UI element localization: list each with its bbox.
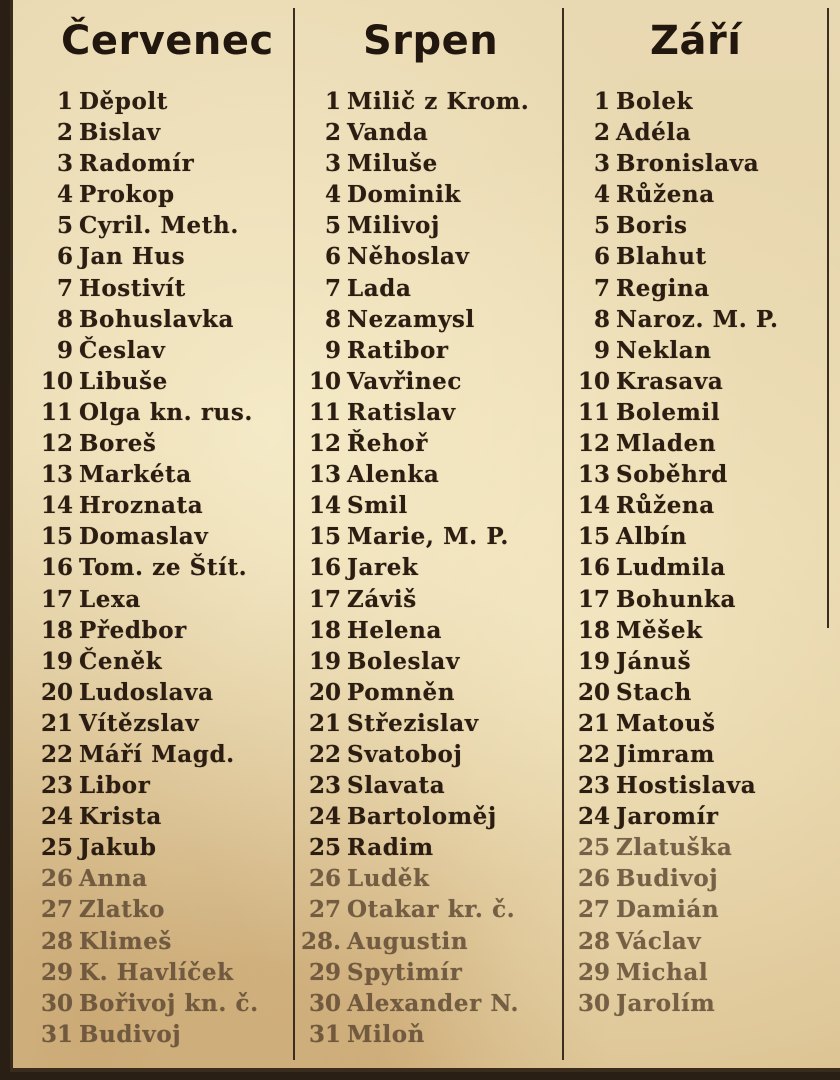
day-number: 23	[40, 772, 73, 800]
day-number: 12	[40, 430, 73, 458]
name-day: Čeněk	[79, 647, 163, 675]
name-day: Vanda	[347, 119, 429, 147]
day-number: 16	[308, 554, 341, 582]
day-number: 27	[308, 896, 341, 924]
name-day: Děpolt	[79, 88, 168, 115]
day-number: 9	[324, 336, 341, 364]
name-day: Ludoslava	[79, 678, 214, 706]
day-number: 7	[56, 274, 73, 302]
day-number: 8	[56, 305, 73, 333]
name-day: Prokop	[79, 181, 175, 209]
day-number: 24	[308, 803, 341, 831]
day-number: 20	[577, 678, 610, 706]
name-day: Pomněn	[347, 678, 456, 706]
name-day: Nezamysl	[347, 305, 475, 333]
day-number: 22	[577, 740, 610, 768]
name-day: Střezislav	[347, 709, 479, 737]
day-number: 4	[324, 181, 341, 209]
name-day: Naroz. M. P.	[616, 305, 779, 333]
day-number: 5	[324, 212, 341, 240]
name-day: Krasava	[616, 367, 724, 395]
day-number: 25	[40, 834, 73, 862]
name-day: Tom. ze Štít.	[79, 554, 248, 582]
day-number: 12	[308, 430, 341, 458]
name-day: Boris	[616, 212, 688, 240]
name-day: Měšek	[616, 616, 703, 644]
name-day: Alexander N.	[347, 989, 520, 1017]
day-number: 19	[308, 647, 341, 675]
name-day: Lexa	[79, 585, 141, 613]
name-day: Ludmila	[616, 554, 726, 582]
name-day: Cyril. Meth.	[79, 212, 239, 240]
name-day: Česlav	[79, 336, 166, 364]
day-number: 28.	[300, 927, 341, 955]
name-day: Vavřinec	[347, 367, 463, 395]
name-day: Jarolím	[616, 989, 716, 1017]
name-day: Řehoř	[347, 430, 428, 458]
name-day: Augustin	[347, 927, 469, 955]
day-number: 28	[40, 927, 73, 955]
day-number: 18	[308, 616, 341, 644]
day-number: 17	[40, 585, 73, 613]
column-divider	[293, 8, 295, 1060]
day-number: 4	[593, 181, 610, 209]
day-number: 22	[40, 740, 73, 768]
month-title: Září	[650, 18, 742, 64]
day-number: 13	[40, 461, 73, 489]
day-number: 24	[40, 803, 73, 831]
day-number: 3	[593, 150, 610, 178]
day-number: 6	[324, 243, 341, 271]
name-day: Soběhrd	[616, 461, 728, 489]
name-day: Něhoslav	[347, 243, 470, 271]
day-number: 9	[593, 336, 610, 364]
day-number: 3	[324, 150, 341, 178]
day-number: 27	[40, 896, 73, 924]
day-number: 18	[40, 616, 73, 644]
day-number: 1	[593, 88, 610, 115]
day-number: 23	[577, 772, 610, 800]
name-day: Růžena	[616, 492, 715, 520]
day-number: 15	[40, 523, 73, 551]
day-number: 20	[308, 678, 341, 706]
day-number: 16	[40, 554, 73, 582]
name-day: Libuše	[79, 367, 168, 395]
name-day: Regina	[616, 274, 710, 302]
name-day: Blahut	[616, 243, 707, 271]
name-day: Krista	[79, 803, 162, 831]
day-number: 18	[577, 616, 610, 644]
name-day: Zlatuška	[616, 834, 733, 862]
name-day: Bolek	[616, 88, 694, 115]
name-day: Damián	[616, 896, 720, 924]
day-number: 14	[577, 492, 610, 520]
day-number: 6	[56, 243, 73, 271]
day-number: 7	[324, 274, 341, 302]
name-day: Václav	[616, 927, 702, 955]
day-number: 29	[308, 958, 341, 986]
name-day: Jakub	[79, 834, 157, 862]
name-day: Alenka	[347, 461, 440, 489]
name-day: Helena	[347, 616, 442, 644]
day-number: 16	[577, 554, 610, 582]
day-number: 30	[577, 989, 610, 1017]
day-number: 14	[40, 492, 73, 520]
day-number: 14	[308, 492, 341, 520]
name-day: Slavata	[347, 772, 446, 800]
day-number: 5	[56, 212, 73, 240]
name-day: Jaromír	[616, 803, 719, 831]
name-day: Otakar kr. č.	[347, 896, 516, 924]
name-day: Dominik	[347, 181, 461, 209]
calendar-page	[10, 0, 840, 1072]
day-number: 6	[593, 243, 610, 271]
day-number: 24	[577, 803, 610, 831]
name-day: Milič z Krom.	[347, 88, 530, 115]
day-number: 15	[577, 523, 610, 551]
day-number: 23	[308, 772, 341, 800]
name-day: Milivoj	[347, 212, 440, 240]
day-number: 1	[56, 88, 73, 115]
day-number: 10	[308, 367, 341, 395]
name-day: Spytimír	[347, 958, 463, 986]
day-number: 5	[593, 212, 610, 240]
day-number: 9	[56, 336, 73, 364]
name-day: Budivoj	[616, 865, 719, 893]
name-day: Zlatko	[79, 896, 165, 924]
name-day: Klimeš	[79, 927, 172, 955]
day-number: 21	[577, 709, 610, 737]
day-number: 11	[577, 398, 610, 426]
name-day: Anna	[79, 865, 148, 893]
right-border	[827, 8, 829, 628]
day-number: 30	[308, 989, 341, 1017]
name-day: Jimram	[616, 740, 715, 768]
name-day: Olga kn. rus.	[79, 398, 254, 426]
name-day: Ratibor	[347, 336, 449, 364]
name-day: Jan Hus	[79, 243, 186, 271]
name-day: Mladen	[616, 430, 717, 458]
day-number: 30	[40, 989, 73, 1017]
month-title: Srpen	[363, 18, 499, 64]
day-number: 20	[40, 678, 73, 706]
column-divider	[562, 8, 564, 1060]
name-day: Albín	[616, 523, 688, 551]
name-day: Máří Magd.	[79, 740, 235, 768]
name-day: Bořivoj kn. č.	[79, 989, 259, 1017]
name-day: Luděk	[347, 865, 430, 893]
day-number: 25	[308, 834, 341, 862]
day-number: 17	[577, 585, 610, 613]
name-day: Bolemil	[616, 398, 721, 426]
day-number: 21	[40, 709, 73, 737]
name-day: Radim	[347, 834, 434, 862]
day-number: 3	[56, 150, 73, 178]
name-day: Smil	[347, 492, 408, 520]
name-day: Hostivít	[79, 274, 186, 302]
name-day: Bislav	[79, 119, 161, 147]
name-day: Libor	[79, 772, 151, 800]
name-day: Miloň	[347, 1020, 425, 1048]
day-number: 31	[308, 1020, 341, 1048]
name-day: Růžena	[616, 181, 715, 209]
name-day: Budivoj	[79, 1020, 182, 1048]
day-number: 12	[577, 430, 610, 458]
day-number: 13	[308, 461, 341, 489]
day-number: 26	[308, 865, 341, 893]
name-day: Svatoboj	[347, 740, 463, 768]
day-number: 31	[40, 1020, 73, 1048]
name-day: Adéla	[616, 119, 692, 147]
day-number: 29	[40, 958, 73, 986]
day-number: 27	[577, 896, 610, 924]
name-day: Jarek	[347, 554, 419, 582]
day-number: 26	[40, 865, 73, 893]
day-number: 10	[40, 367, 73, 395]
name-day: Hostislava	[616, 772, 757, 800]
day-number: 2	[593, 119, 610, 147]
day-number: 2	[56, 119, 73, 147]
name-day: Miluše	[347, 150, 438, 178]
day-number: 4	[56, 181, 73, 209]
month-title: Červenec	[61, 18, 274, 64]
day-number: 8	[593, 305, 610, 333]
day-number: 25	[577, 834, 610, 862]
name-day: K. Havlíček	[79, 958, 234, 986]
name-day: Markéta	[79, 461, 192, 489]
day-number: 7	[593, 274, 610, 302]
name-day: Bohunka	[616, 585, 736, 613]
day-number: 15	[308, 523, 341, 551]
name-day: Boreš	[79, 430, 157, 458]
day-number: 1	[324, 88, 341, 115]
name-day: Domaslav	[79, 523, 209, 551]
name-day: Neklan	[616, 336, 712, 364]
day-number: 17	[308, 585, 341, 613]
day-number: 21	[308, 709, 341, 737]
day-number: 11	[40, 398, 73, 426]
day-number: 19	[40, 647, 73, 675]
name-day: Lada	[347, 274, 412, 302]
name-day: Radomír	[79, 150, 195, 178]
day-number: 28	[577, 927, 610, 955]
name-day: Jánuš	[616, 647, 692, 675]
day-number: 11	[308, 398, 341, 426]
name-day: Hroznata	[79, 492, 204, 520]
name-day: Záviš	[347, 585, 417, 613]
day-number: 8	[324, 305, 341, 333]
day-number: 26	[577, 865, 610, 893]
name-day: Bartoloměj	[347, 803, 497, 831]
name-day: Bronislava	[616, 150, 760, 178]
name-day: Michal	[616, 958, 709, 986]
name-day: Vítězslav	[79, 709, 200, 737]
day-number: 29	[577, 958, 610, 986]
day-number: 22	[308, 740, 341, 768]
day-number: 10	[577, 367, 610, 395]
day-number: 2	[324, 119, 341, 147]
day-number: 13	[577, 461, 610, 489]
name-day: Bohuslavka	[79, 305, 235, 333]
name-day: Boleslav	[347, 647, 460, 675]
name-day: Marie, M. P.	[347, 523, 510, 551]
name-day: Předbor	[79, 616, 187, 644]
name-day: Matouš	[616, 709, 716, 737]
name-day: Stach	[616, 678, 692, 706]
day-number: 19	[577, 647, 610, 675]
name-day: Ratislav	[347, 398, 456, 426]
